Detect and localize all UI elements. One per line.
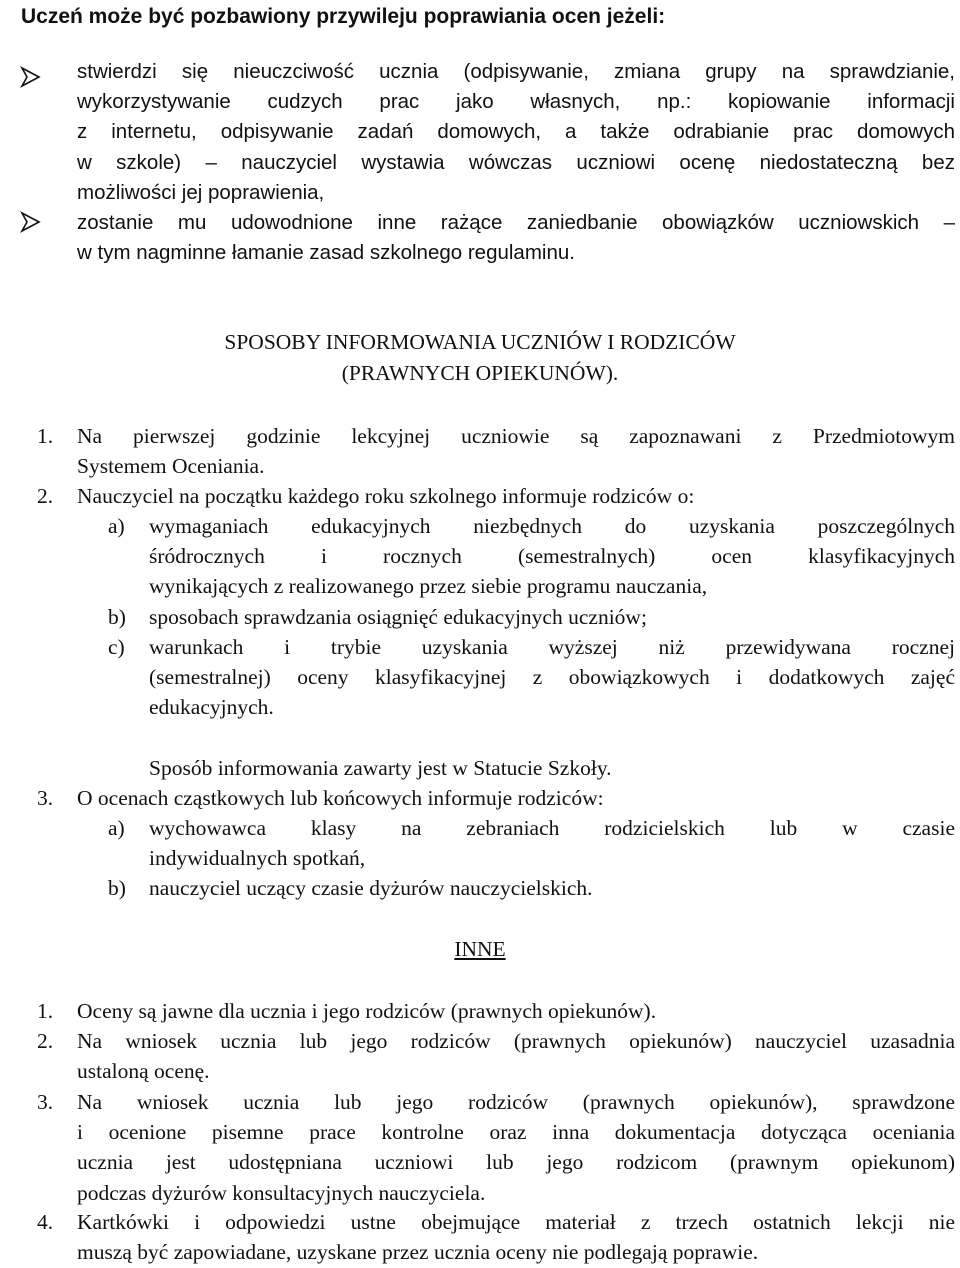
sub-item <box>149 632 955 723</box>
list-number: 4. <box>37 1210 54 1234</box>
sub-line: wymaganiach edukacyjnych niezbędnych do uzyskania poszczególnych <box>149 514 955 538</box>
list-number: 1. <box>37 999 54 1023</box>
list-item <box>77 996 955 1026</box>
bullet-line: w tym nagminne łamanie zasad szkolnego regulaminu. <box>77 241 575 265</box>
sub-item <box>149 813 955 873</box>
list-item <box>77 1087 955 1208</box>
note-line <box>149 753 955 783</box>
list-line: Nauczyciel na początku każdego roku szkolnego informuje rodziców o: <box>77 484 695 508</box>
section-title: (PRAWNYCH OPIEKUNÓW). <box>341 361 619 385</box>
bullet-line: w szkole) – nauczyciel wystawia wówczas uczniowi ocenę niedostateczną bez <box>77 150 955 174</box>
list-item <box>77 481 955 511</box>
arrowhead-bullet-icon <box>19 211 41 233</box>
sub-line: wynikających z realizowanego przez siebie programu nauczania, <box>149 574 708 599</box>
list-line: Na pierwszej godzinie lekcyjnej uczniowie są zapoznawani z Przedmiotowym <box>77 424 955 448</box>
section-title: SPOSOBY INFORMOWANIA UCZNIÓW I RODZICÓW <box>224 330 736 354</box>
list-line: Na wniosek ucznia lub jego rodziców (prawnych opiekunów), sprawdzone <box>77 1090 955 1114</box>
sub-line: śródrocznych i rocznych (semestralnych) ocen klasyfikacyjnych <box>149 544 955 569</box>
sub-letter: b) <box>108 876 126 900</box>
list-line: ustaloną ocenę. <box>77 1059 210 1084</box>
sub-letter: c) <box>108 635 125 659</box>
bullet-line: wykorzystywanie cudzych prac jako własnych, np.: kopiowanie informacji <box>77 90 955 114</box>
list-line: O ocenach cząstkowych lub końcowych informuje rodziców: <box>77 786 604 810</box>
list-item <box>77 1207 955 1267</box>
list-number: 3. <box>37 1090 54 1114</box>
list-line: ucznia jest udostępniana uczniowi lub jego rodzicom (prawnym opiekunom) <box>77 1150 955 1175</box>
list-item <box>77 1026 955 1086</box>
sub-letter: b) <box>108 605 126 629</box>
arrowhead-bullet-icon <box>19 66 41 88</box>
list-item <box>77 421 955 481</box>
list-number: 3. <box>37 786 54 810</box>
bullet-line: możliwości jej poprawienia, <box>77 180 325 204</box>
list-line: Oceny są jawne dla ucznia i jego rodziców (prawnych opiekunów). <box>77 999 657 1023</box>
list-line: muszą być zapowiadane, uzyskane przez ucznia oceny nie podlegają poprawie. <box>77 1240 759 1265</box>
sub-item <box>149 511 955 602</box>
list-line: Na wniosek ucznia lub jego rodziców (prawnych opiekunów) nauczyciel uzasadnia <box>77 1029 955 1053</box>
bullet-line: z internetu, odpisywanie zadań domowych, a także odrabianie prac domowych <box>77 120 955 144</box>
sub-letter: a) <box>108 816 125 840</box>
list-number: 2. <box>37 1029 54 1053</box>
bullet-item <box>77 208 955 268</box>
section-title-text: INNE <box>454 937 506 961</box>
list-number: 1. <box>37 424 54 448</box>
sub-line: edukacyjnych. <box>149 695 274 720</box>
list-line: Kartkówki i odpowiedzi ustne obejmujące materiał z trzech ostatnich lekcji nie <box>77 1210 955 1234</box>
sub-line: sposobach sprawdzania osiągnięć edukacyjnych uczniów; <box>149 605 647 629</box>
bullet-item <box>77 57 955 208</box>
bullet-line: stwierdzi się nieuczciwość ucznia (odpisywanie, zmiana grupy na sprawdzianie, <box>77 60 955 83</box>
note-text: Sposób informowania zawarty jest w Statucie Szkoły. <box>149 756 612 780</box>
list-line: podczas dyżurów konsultacyjnych nauczyciela. <box>77 1180 486 1205</box>
section-title-inne <box>0 934 960 964</box>
list-line: i ocenione pisemne prace kontrolne oraz inna dokumentacja dotycząca oceniania <box>77 1120 955 1145</box>
bullet-line: zostanie mu udowodnione inne rażące zaniedbanie obowiązków uczniowskich – <box>77 211 955 234</box>
sub-line: wychowawca klasy na zebraniach rodzicielskich lub w czasie <box>149 816 955 840</box>
sub-line: nauczyciel uczący czasie dyżurów nauczycielskich. <box>149 876 593 900</box>
page-heading: Uczeń może być pozbawiony przywileju poprawiania ocen jeżeli: <box>21 5 666 28</box>
list-number: 2. <box>37 484 54 508</box>
sub-line: (semestralnej) oceny klasyfikacyjnej z obowiązkowych i dodatkowych zajęć <box>149 665 955 690</box>
sub-item <box>149 873 955 903</box>
sub-line: warunkach i trybie uzyskania wyższej niż przewidywana rocznej <box>149 635 955 659</box>
sub-line: indywidualnych spotkań, <box>149 846 366 871</box>
list-line: Systemem Oceniania. <box>77 454 265 479</box>
sub-item <box>149 602 955 632</box>
sub-letter: a) <box>108 514 125 538</box>
list-item <box>77 783 955 813</box>
